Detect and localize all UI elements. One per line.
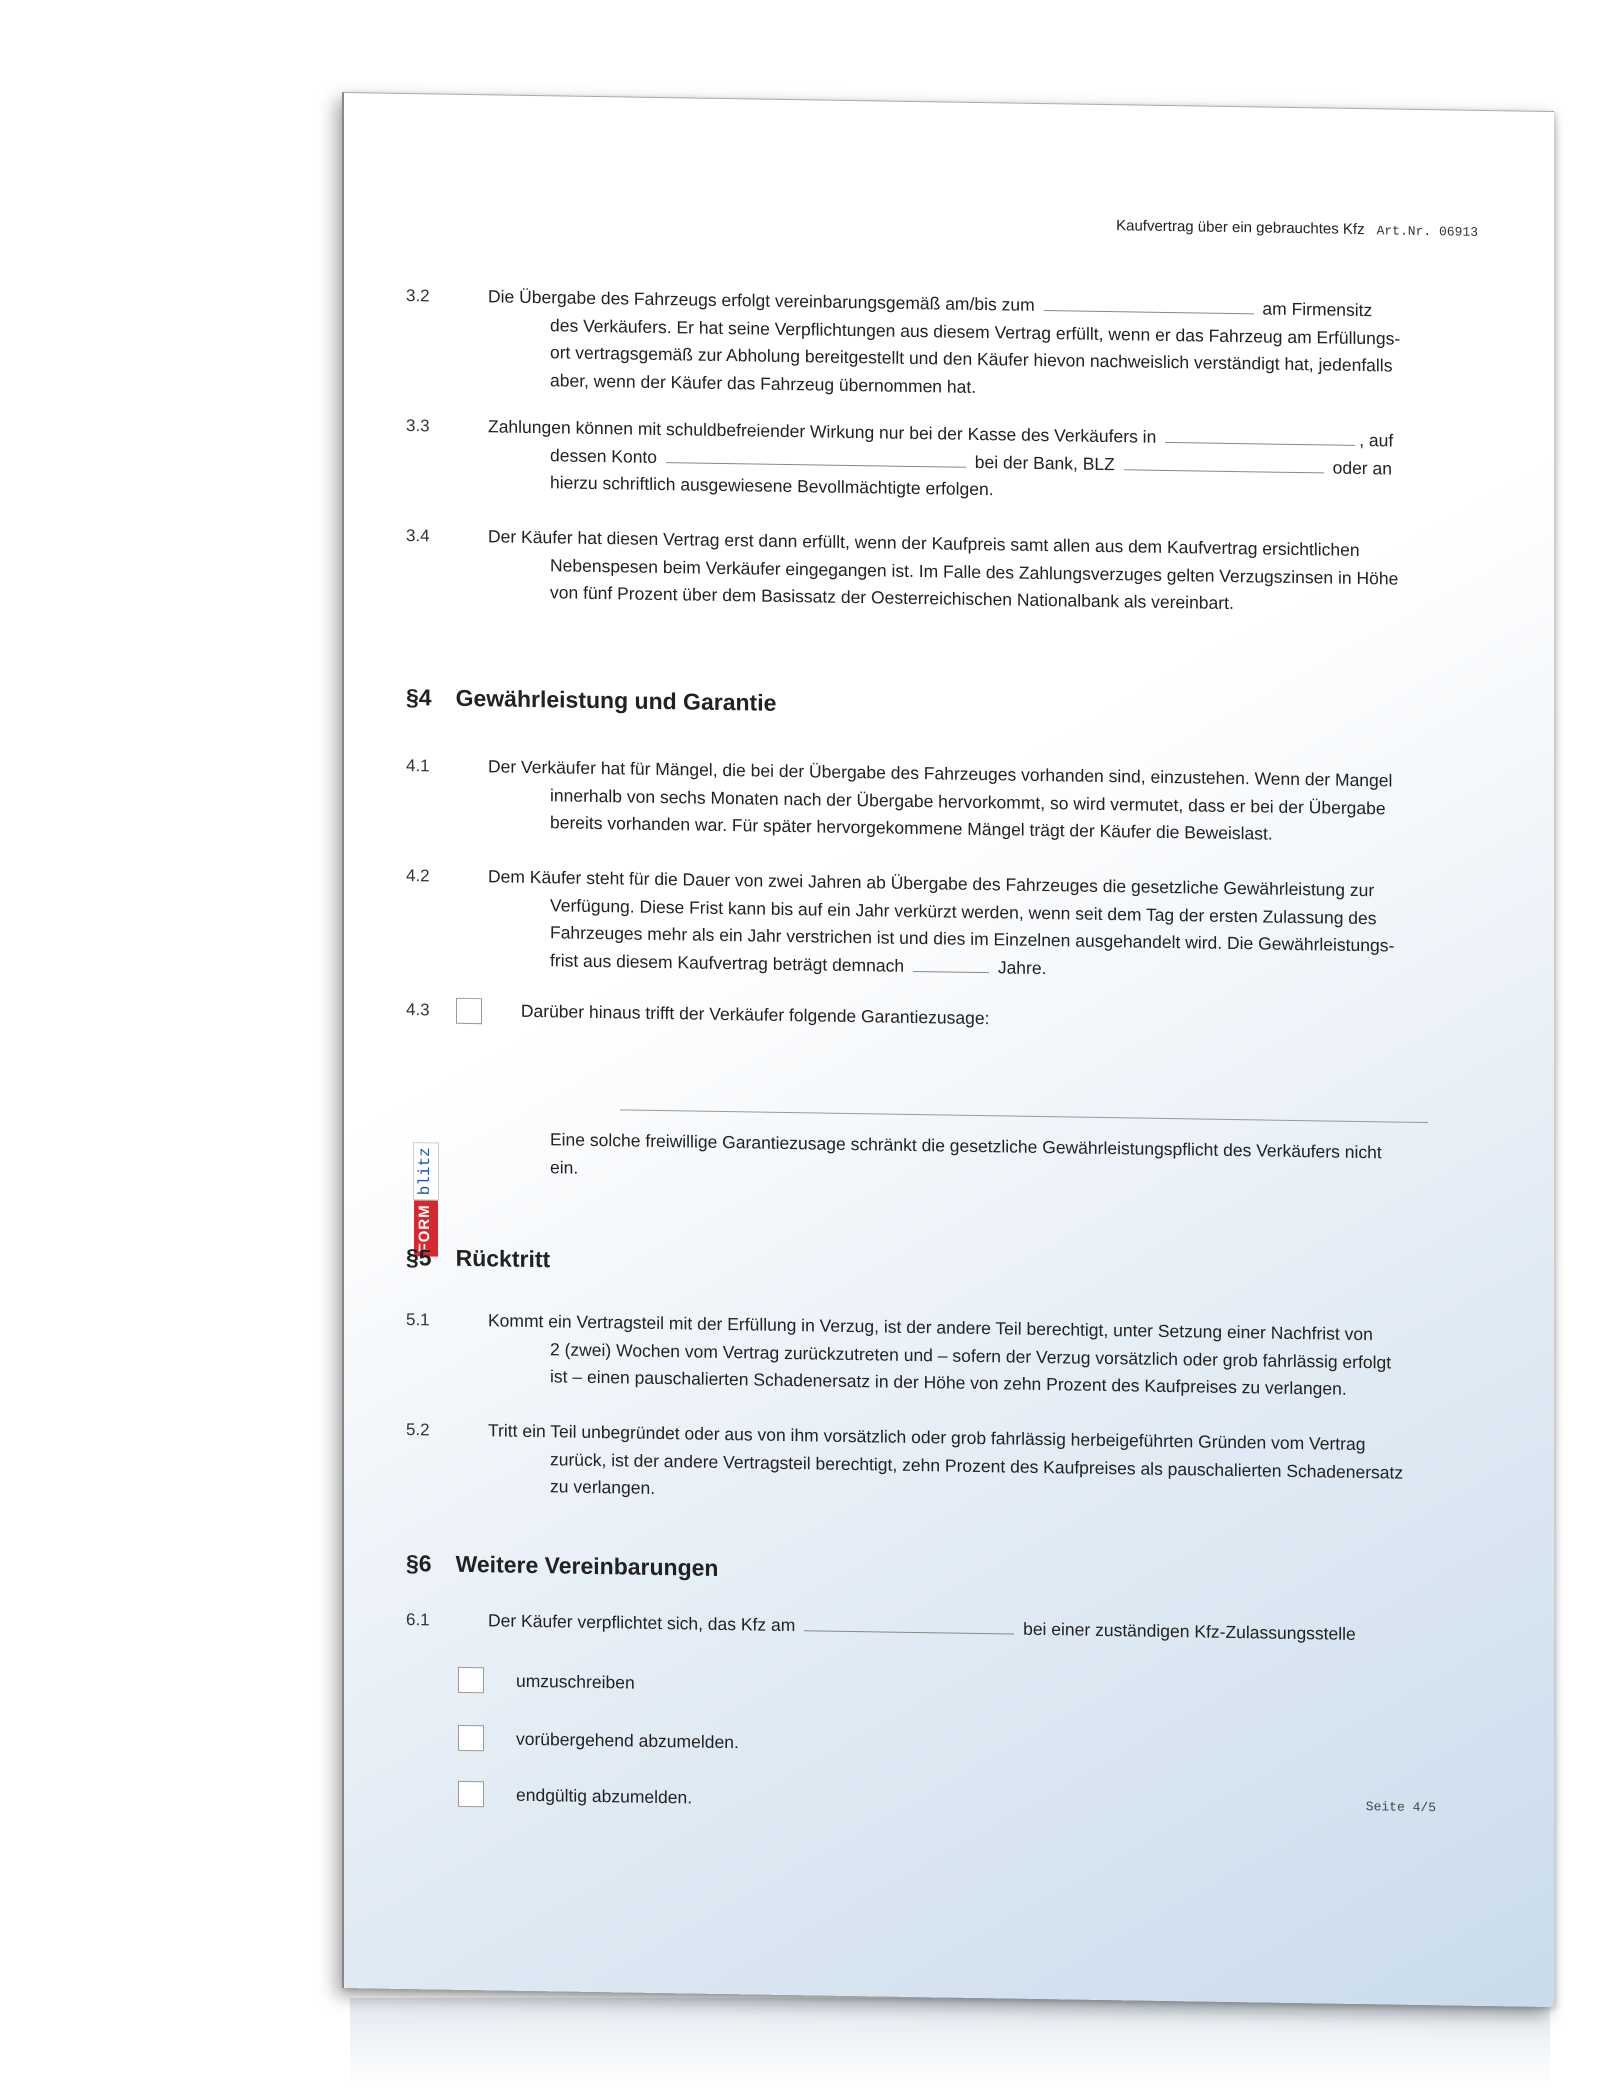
clause-number: 6.1 bbox=[406, 1610, 430, 1630]
clause-text: des Verkäufers. Er hat seine Verpflichtungen aus diesem Vertrag erfüllt, wenn er das Fahrzeug am Erfüllungs- bbox=[550, 314, 1401, 349]
clause-text: Tritt ein Teil unbegründet oder aus von ihm vorsätzlich oder grob fahrlässig herbeigeführten Gründen vom Vertrag bbox=[488, 1420, 1366, 1455]
option-temporary-deregister bbox=[458, 1725, 739, 1755]
clause-4-1 bbox=[406, 752, 1406, 850]
registration-date-field[interactable] bbox=[804, 1612, 1014, 1634]
payment-location-field[interactable] bbox=[1165, 424, 1355, 446]
clause-5-2 bbox=[406, 1416, 1406, 1514]
page-reflection bbox=[350, 1998, 1550, 2098]
clause-text: ein. bbox=[550, 1156, 579, 1178]
clause-text: Eine solche freiwillige Garantiezusage schränkt die gesetzliche Gewährleistungspflicht des Verkäufers nicht bbox=[550, 1129, 1382, 1163]
clause-number: 3.4 bbox=[406, 526, 430, 546]
section-number: §5 bbox=[406, 1244, 432, 1271]
clause-text: bei der Bank, BLZ bbox=[974, 451, 1115, 474]
clause-text: Zahlungen können mit schuldbefreiender Wirkung nur bei der Kasse des Verkäufers in bbox=[488, 416, 1157, 447]
transfer-checkbox[interactable] bbox=[458, 1667, 484, 1693]
clause-text: Verfügung. Diese Frist kann bis auf ein Jahr verkürzt werden, wenn seit dem Tag der ersten Zulassung des bbox=[550, 894, 1377, 928]
clause-number: 3.2 bbox=[406, 286, 430, 306]
clause-text: Nebenspesen beim Verkäufer eingegangen ist. Im Falle des Zahlungsverzuges gelten Verzugszinsen in Höhe bbox=[550, 554, 1399, 589]
clause-4-3-note bbox=[406, 1124, 1406, 1195]
temporary-deregister-checkbox[interactable] bbox=[458, 1725, 484, 1751]
clause-3-4 bbox=[406, 522, 1406, 620]
clause-text: zurück, ist der andere Vertragsteil berechtigt, zehn Prozent des Kaufpreises als pauschalierten Schadenersatz bbox=[550, 1448, 1404, 1483]
option-label: umzuschreiben bbox=[516, 1670, 635, 1693]
clause-3-3 bbox=[406, 412, 1406, 510]
option-transfer bbox=[458, 1667, 635, 1696]
clause-text: Kommt ein Vertragsteil mit der Erfüllung in Verzug, ist der andere Teil berechtigt, unter Setzung einer Nachfrist von bbox=[488, 1310, 1373, 1345]
final-deregister-checkbox[interactable] bbox=[458, 1781, 484, 1807]
clause-text: , auf bbox=[1359, 429, 1394, 451]
clause-text: bei einer zuständigen Kfz-Zulassungsstelle bbox=[1023, 1618, 1356, 1644]
clause-text: Fahrzeuges mehr als ein Jahr verstrichen ist und dies im Einzelnen ausgehandelt wird. Die Gewährleistungs- bbox=[550, 922, 1395, 956]
clause-text: ist – einen pauschalierten Schadenersatz in der Höhe von zehn Prozent des Kaufpreises zu verlangen. bbox=[550, 1366, 1347, 1399]
clause-text: Dem Käufer steht für die Dauer von zwei Jahren ab Übergabe des Fahrzeuges die gesetzliche Gewährleistung zur bbox=[488, 866, 1375, 901]
guarantee-text-field[interactable] bbox=[620, 1109, 1428, 1123]
clause-text: von fünf Prozent über dem Basissatz der Oesterreichischen Nationalbank als vereinbart. bbox=[550, 582, 1234, 614]
clause-4-2 bbox=[406, 862, 1406, 988]
clause-6-1 bbox=[406, 1606, 1406, 1649]
clause-text: Darüber hinaus trifft der Verkäufer folgende Garantiezusage: bbox=[520, 1000, 990, 1029]
clause-text: frist aus diesem Kaufvertrag beträgt demnach bbox=[550, 949, 905, 976]
clause-number: 4.1 bbox=[406, 756, 430, 776]
section-4-heading bbox=[406, 684, 776, 717]
clause-number: 3.3 bbox=[406, 416, 430, 436]
option-label: vorübergehend abzumelden. bbox=[516, 1728, 739, 1752]
clause-number: 5.2 bbox=[406, 1420, 430, 1440]
clause-text: bereits vorhanden war. Für später hervorgekommene Mängel trägt der Käufer die Beweislast. bbox=[550, 812, 1273, 844]
clause-text: Jahre. bbox=[997, 956, 1047, 978]
clause-text: oder an bbox=[1332, 457, 1392, 478]
section-title: Rücktritt bbox=[455, 1244, 551, 1273]
guarantee-input bbox=[406, 1106, 1406, 1122]
section-number: §4 bbox=[406, 684, 432, 711]
clause-text: Der Verkäufer hat für Mängel, die bei der Übergabe des Fahrzeuges vorhanden sind, einzustehen. Wenn der Mangel bbox=[488, 756, 1393, 791]
clause-number: 4.3 bbox=[406, 1000, 430, 1020]
clause-number: 5.1 bbox=[406, 1310, 430, 1330]
document-title: Kaufvertrag über ein gebrauchtes Kfz bbox=[1116, 217, 1365, 239]
handover-date-field[interactable] bbox=[1044, 292, 1254, 314]
section-number: §6 bbox=[406, 1550, 432, 1577]
clause-5-1 bbox=[406, 1306, 1406, 1404]
option-label: endgültig abzumelden. bbox=[516, 1784, 693, 1807]
clause-text: zu verlangen. bbox=[550, 1476, 656, 1498]
clause-text: Die Übergabe des Fahrzeugs erfolgt vereinbarungsgemäß am/bis zum bbox=[488, 286, 1035, 315]
clause-text: am Firmensitz bbox=[1262, 298, 1373, 321]
clause-text: aber, wenn der Käufer das Fahrzeug übernommen hat. bbox=[550, 369, 977, 397]
bank-code-field[interactable] bbox=[1124, 451, 1324, 473]
clause-number: 4.2 bbox=[406, 866, 430, 886]
section-6-heading bbox=[406, 1550, 718, 1582]
clause-text: Der Käufer hat diesen Vertrag erst dann erfüllt, wenn der Kaufpreis samt allen aus dem Kaufvertrag ersichtlichen bbox=[488, 526, 1360, 560]
clause-4-3 bbox=[406, 996, 1406, 1039]
document-page bbox=[342, 92, 1554, 2007]
section-5-heading bbox=[406, 1244, 550, 1273]
clause-text: 2 (zwei) Wochen vom Vertrag zurückzutreten und – sofern der Verzug vorsätzlich oder grob fahrlässig erfolgt bbox=[550, 1338, 1392, 1372]
page-number: Seite 4/5 bbox=[1365, 1799, 1436, 1816]
clause-3-2 bbox=[406, 282, 1406, 408]
account-number-field[interactable] bbox=[666, 444, 966, 468]
page-header bbox=[1116, 217, 1478, 240]
guarantee-checkbox[interactable] bbox=[456, 998, 482, 1024]
warranty-years-field[interactable] bbox=[913, 952, 989, 972]
clause-text: dessen Konto bbox=[550, 444, 658, 467]
clause-text: ort vertragsgemäß zur Abholung bereitgestellt und den Käufer hievon nachweislich verständigt hat, jedenfalls bbox=[550, 342, 1393, 376]
clause-text: hierzu schriftlich ausgewiesene Bevollmächtigte erfolgen. bbox=[550, 472, 994, 500]
clause-text: innerhalb von sechs Monaten nach der Übergabe hervorkommt, so wird vermutet, dass er bei der Übergabe bbox=[550, 784, 1386, 818]
clause-text: Der Käufer verpflichtet sich, das Kfz am bbox=[488, 1610, 796, 1636]
section-title: Gewährleistung und Garantie bbox=[455, 684, 777, 716]
logo-blitz: blitz bbox=[413, 1142, 439, 1200]
logo-form: FORM bbox=[414, 1200, 438, 1257]
option-final-deregister bbox=[458, 1781, 692, 1811]
article-number: Art.Nr. 06913 bbox=[1376, 223, 1478, 240]
section-title: Weitere Vereinbarungen bbox=[455, 1550, 719, 1581]
